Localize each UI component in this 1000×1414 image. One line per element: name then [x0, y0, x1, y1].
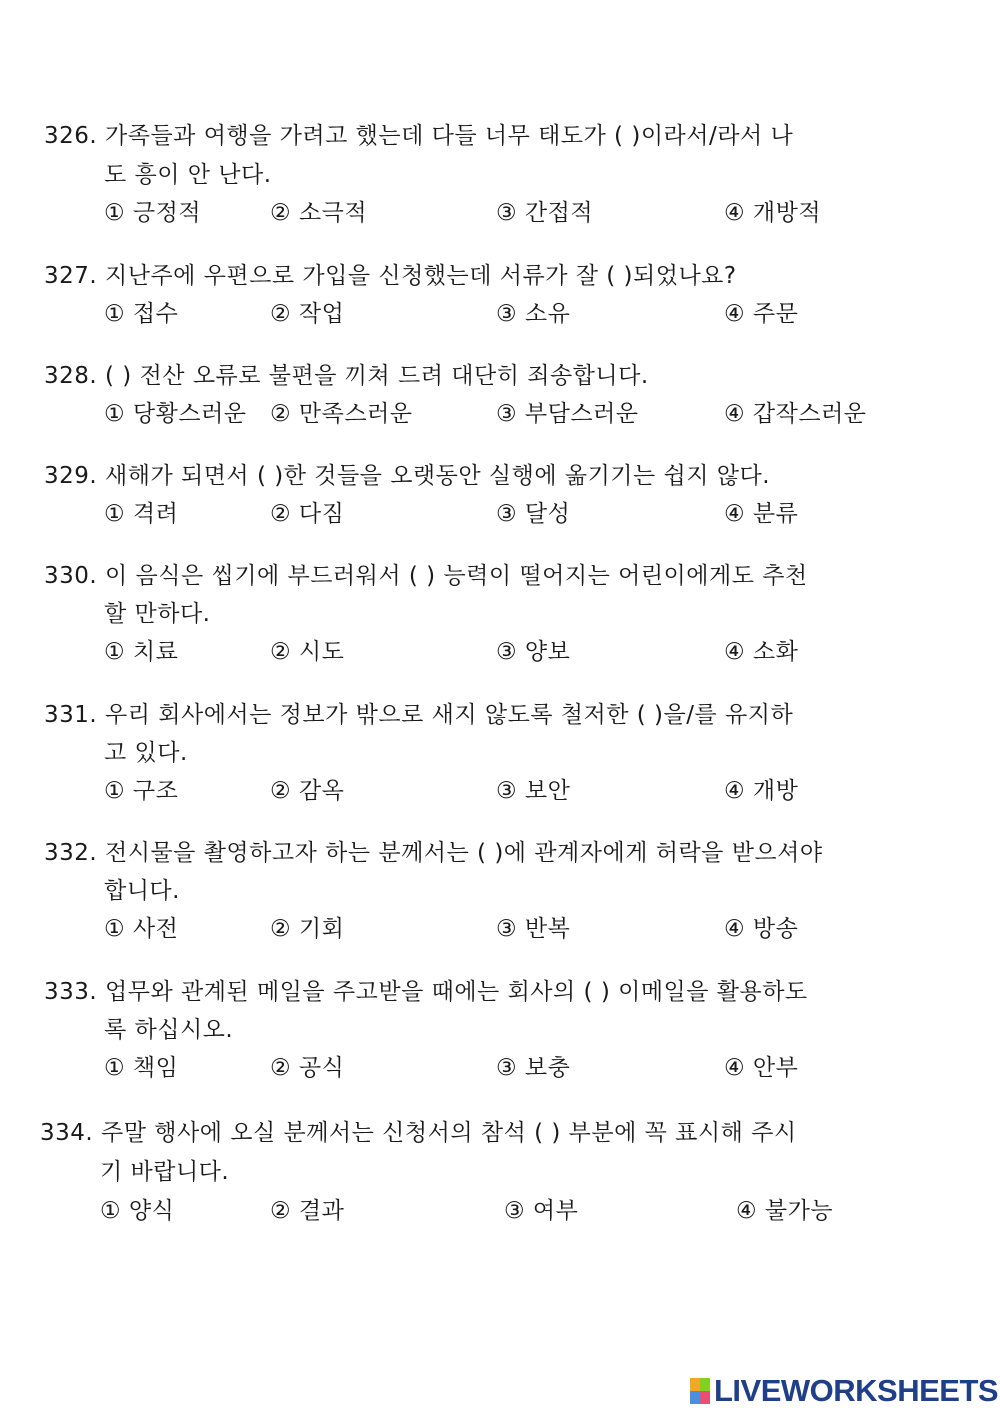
question-text: 327. 지난주에 우편으로 가입을 신청했는데 서류가 잘 ( )되었나요? [44, 263, 737, 289]
option-3: ③ 양보 [496, 639, 571, 665]
option-4: ④ 방송 [724, 916, 799, 942]
option-2: ② 작업 [270, 301, 345, 327]
option-3: ③ 보충 [496, 1055, 571, 1081]
question-text-continued: 록 하십시오. [104, 1017, 234, 1043]
question-text: 334. 주말 행사에 오실 분께서는 신청서의 참석 ( ) 부분에 꼭 표시해 주시 [40, 1120, 797, 1146]
logo-square-3 [690, 1391, 700, 1404]
option-2: ② 기회 [270, 916, 345, 942]
question-text-continued: 합니다. [104, 878, 180, 904]
question-text: 331. 우리 회사에서는 정보가 밖으로 새지 않도록 철저한 ( )을/를 유지하 [44, 702, 794, 728]
logo-square-1 [690, 1378, 700, 1391]
option-3: ③ 반복 [496, 916, 571, 942]
question-text-continued: 도 흥이 안 난다. [104, 162, 272, 188]
question-text: 333. 업무와 관계된 메일을 주고받을 때에는 회사의 ( ) 이메일을 활용하도 [44, 979, 808, 1005]
option-3: ③ 보안 [496, 778, 571, 804]
option-4: ④ 갑작스러운 [724, 401, 867, 427]
option-1: ① 격려 [104, 501, 179, 527]
question-text-continued: 할 만하다. [104, 601, 211, 627]
option-4: ④ 개방적 [724, 200, 822, 226]
option-4: ④ 불가능 [736, 1198, 834, 1224]
question-text: 332. 전시물을 촬영하고자 하는 분께서는 ( )에 관계자에게 허락을 받으셔야 [44, 840, 823, 866]
option-1: ① 구조 [104, 778, 179, 804]
option-4: ④ 소화 [724, 639, 799, 665]
option-2: ② 감옥 [270, 778, 345, 804]
option-2: ② 만족스러운 [270, 401, 413, 427]
question-text-continued: 기 바랍니다. [100, 1159, 230, 1185]
option-2: ② 소극적 [270, 200, 368, 226]
liveworksheets-logo[interactable] [690, 1374, 998, 1408]
option-1: ① 책임 [104, 1055, 179, 1081]
liveworksheets-logo-text: LIVEWORKSHEETS [714, 1373, 999, 1408]
liveworksheets-logo-icon [690, 1378, 710, 1404]
option-1: ① 치료 [104, 639, 179, 665]
option-2: ② 시도 [270, 639, 345, 665]
option-2: ② 결과 [270, 1198, 345, 1224]
option-3: ③ 달성 [496, 501, 571, 527]
option-4: ④ 안부 [724, 1055, 799, 1081]
option-1: ① 접수 [104, 301, 179, 327]
question-text: 328. ( ) 전산 오류로 불편을 끼쳐 드려 대단히 죄송합니다. [44, 363, 649, 389]
option-1: ① 사전 [104, 916, 179, 942]
option-3: ③ 여부 [504, 1198, 579, 1224]
option-4: ④ 개방 [724, 778, 799, 804]
option-1: ① 긍정적 [104, 200, 202, 226]
option-3: ③ 간접적 [496, 200, 594, 226]
option-3: ③ 부담스러운 [496, 401, 639, 427]
question-text: 330. 이 음식은 씹기에 부드러워서 ( ) 능력이 떨어지는 어린이에게도 추천 [44, 563, 808, 589]
option-3: ③ 소유 [496, 301, 571, 327]
logo-square-4 [700, 1391, 710, 1404]
option-4: ④ 주문 [724, 301, 799, 327]
question-text: 329. 새해가 되면서 ( )한 것들을 오랫동안 실행에 옮기기는 쉽지 않다. [44, 463, 771, 489]
logo-square-2 [700, 1378, 710, 1391]
option-1: ① 당황스러운 [104, 401, 247, 427]
option-4: ④ 분류 [724, 501, 799, 527]
question-text: 326. 가족들과 여행을 가려고 했는데 다들 너무 태도가 ( )이라서/라서 나 [44, 123, 794, 149]
option-2: ② 공식 [270, 1055, 345, 1081]
option-1: ① 양식 [100, 1198, 175, 1224]
question-text-continued: 고 있다. [104, 740, 188, 766]
option-2: ② 다짐 [270, 501, 345, 527]
